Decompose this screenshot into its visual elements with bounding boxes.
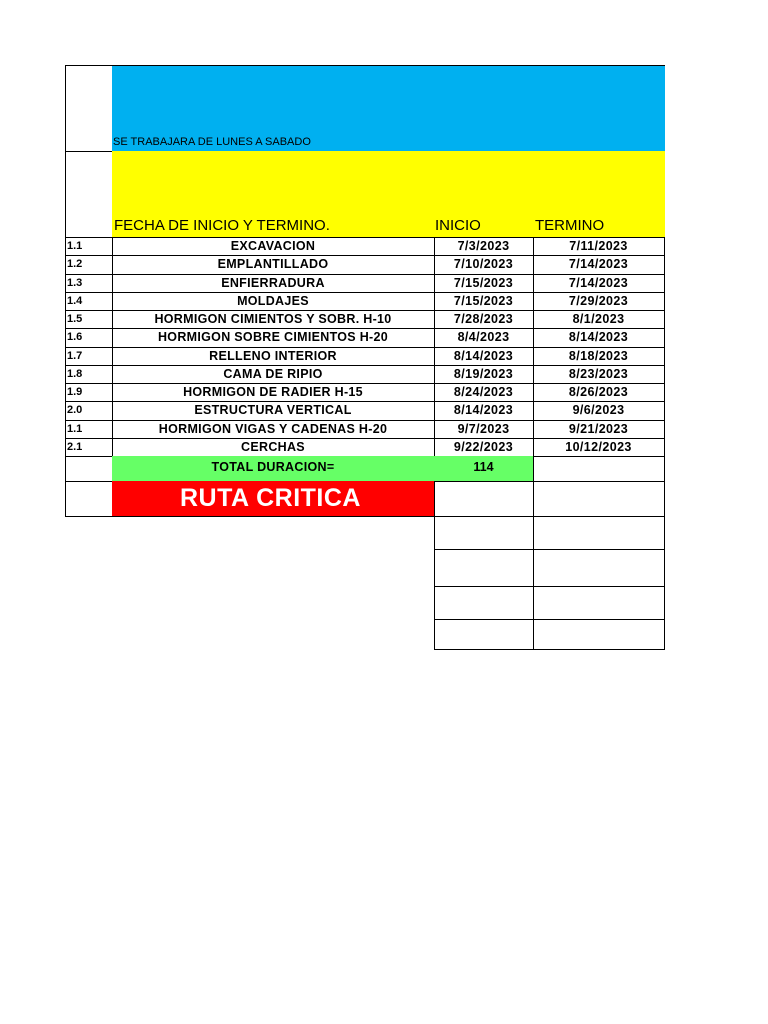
header-blue-note-cell: [112, 65, 435, 152]
dates-title: FECHA DE INICIO Y TERMINO.: [114, 217, 330, 234]
start-date: 7/10/2023: [434, 255, 534, 275]
start-date: 7/15/2023: [434, 274, 534, 293]
start-date: 7/15/2023: [434, 292, 534, 311]
empty-cell: [434, 619, 534, 650]
total-num-cell: [65, 456, 113, 482]
empty-cell: [434, 481, 534, 517]
header-yellow-cols-cell: [434, 151, 665, 238]
start-date: 9/22/2023: [434, 438, 534, 457]
activity-name: EXCAVACION: [112, 237, 435, 256]
empty-cell: [434, 516, 534, 550]
activity-name: CAMA DE RIPIO: [112, 365, 435, 384]
activity-name: HORMIGON SOBRE CIMIENTOS H-20: [112, 328, 435, 348]
row-number: 1.8: [65, 365, 113, 384]
critical-path-banner: [112, 481, 435, 517]
empty-cell: [533, 481, 665, 517]
activity-name: EMPLANTILLADO: [112, 255, 435, 275]
end-date: 7/11/2023: [533, 237, 665, 256]
header-yellow-title-cell: [112, 151, 435, 238]
total-label-cell: [112, 456, 435, 482]
row-number: 1.1: [65, 237, 113, 256]
end-date: 9/21/2023: [533, 420, 665, 439]
header-num-cell-2: [65, 151, 113, 238]
end-date: 7/14/2023: [533, 274, 665, 293]
empty-cell: [533, 619, 665, 650]
total-label: TOTAL DURACION=: [211, 460, 335, 474]
row-number: 1.9: [65, 383, 113, 402]
header-blue-dates-cell: [434, 65, 665, 152]
empty-cell: [434, 549, 534, 587]
start-date: 9/7/2023: [434, 420, 534, 439]
empty-cell: [533, 549, 665, 587]
row-number: 1.7: [65, 347, 113, 366]
start-column-header: INICIO: [435, 217, 481, 234]
activity-name: HORMIGON DE RADIER H-15: [112, 383, 435, 402]
start-date: 8/14/2023: [434, 347, 534, 366]
critical-path-label: RUTA CRITICA: [180, 484, 361, 512]
start-date: 7/3/2023: [434, 237, 534, 256]
total-value: 114: [473, 460, 494, 474]
end-date: 7/14/2023: [533, 255, 665, 275]
start-date: 8/4/2023: [434, 328, 534, 348]
critical-num-cell: [65, 481, 113, 517]
end-date: 7/29/2023: [533, 292, 665, 311]
end-date: 8/23/2023: [533, 365, 665, 384]
activity-name: MOLDAJES: [112, 292, 435, 311]
row-number: 1.1: [65, 420, 113, 439]
end-date: 8/18/2023: [533, 347, 665, 366]
end-column-header: TERMINO: [535, 217, 605, 234]
row-number: 2.0: [65, 401, 113, 421]
end-date: 8/26/2023: [533, 383, 665, 402]
row-number: 1.5: [65, 310, 113, 329]
empty-cell: [434, 586, 534, 620]
activity-name: CERCHAS: [112, 438, 435, 457]
end-date: 10/12/2023: [533, 438, 665, 457]
activity-name: HORMIGON VIGAS Y CADENAS H-20: [112, 420, 435, 439]
end-date: 8/14/2023: [533, 328, 665, 348]
total-value-cell: [434, 456, 534, 482]
start-date: 7/28/2023: [434, 310, 534, 329]
row-number: 2.1: [65, 438, 113, 457]
activity-name: HORMIGON CIMIENTOS Y SOBR. H-10: [112, 310, 435, 329]
end-date: 8/1/2023: [533, 310, 665, 329]
empty-cell: [533, 586, 665, 620]
activity-name: ENFIERRADURA: [112, 274, 435, 293]
activity-name: RELLENO INTERIOR: [112, 347, 435, 366]
header-num-cell-1: [65, 65, 113, 152]
work-days-note: SE TRABAJARA DE LUNES A SABADO: [113, 136, 311, 148]
total-empty-cell: [533, 456, 665, 482]
start-date: 8/19/2023: [434, 365, 534, 384]
empty-cell: [533, 516, 665, 550]
row-number: 1.4: [65, 292, 113, 311]
end-date: 9/6/2023: [533, 401, 665, 421]
row-number: 1.2: [65, 255, 113, 275]
activity-name: ESTRUCTURA VERTICAL: [112, 401, 435, 421]
start-date: 8/24/2023: [434, 383, 534, 402]
row-number: 1.6: [65, 328, 113, 348]
start-date: 8/14/2023: [434, 401, 534, 421]
row-number: 1.3: [65, 274, 113, 293]
